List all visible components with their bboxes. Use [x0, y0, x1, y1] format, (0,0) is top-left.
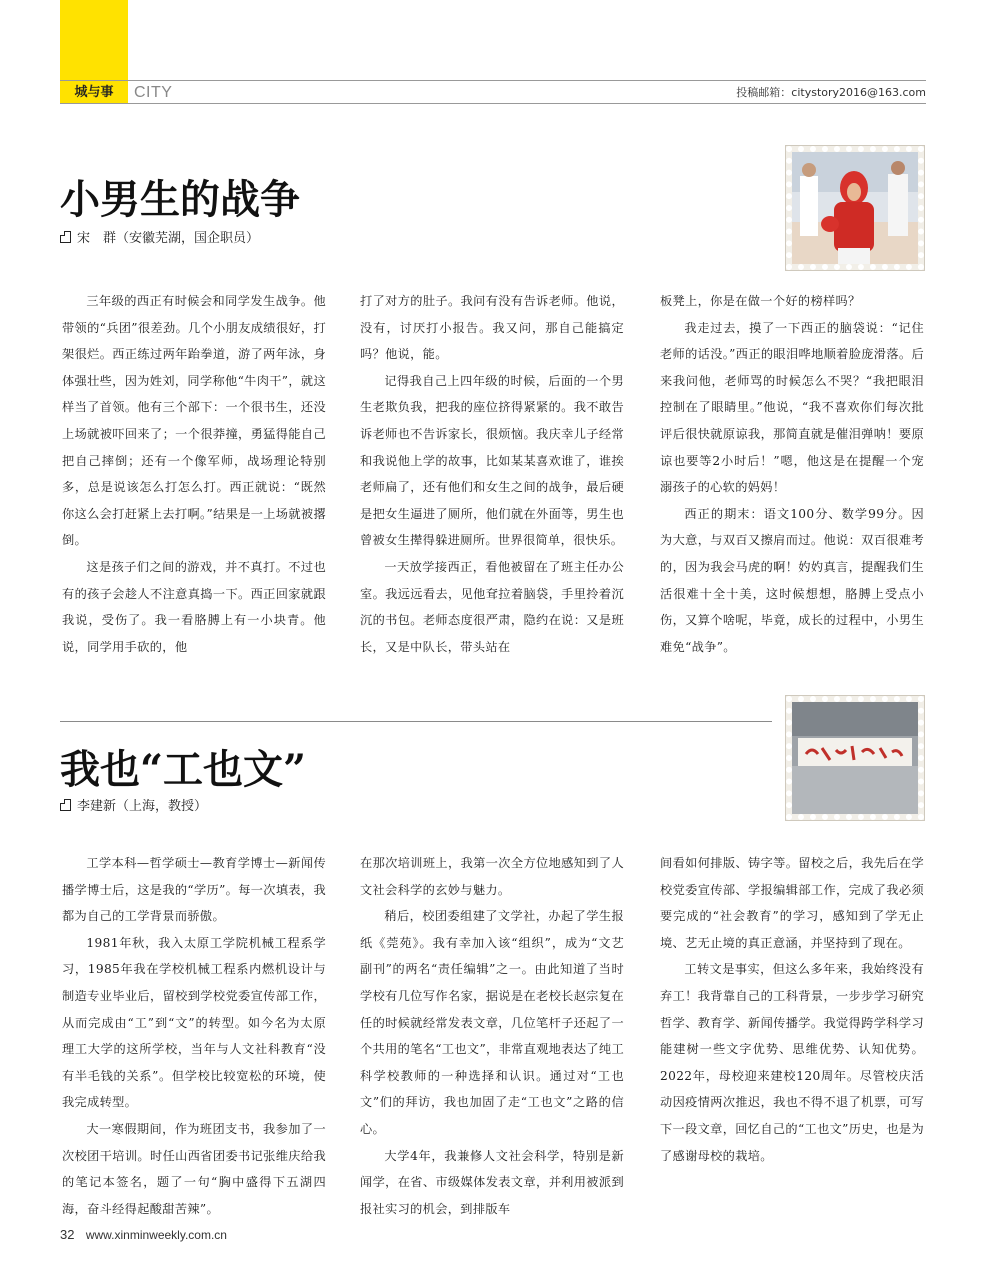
article1-col2-paragraph: 记得我自己上四年级的时候，后面的一个男生老欺负我，把我的座位挤得紧紧的。我不敢告诉老师也不告诉家长，很烦恼。我庆幸儿子经常和我说他上学的故事，比如某某喜欢谁了，谁挨老师扁了，还有他们和女生之间的战争，最后硬是把女生逼进了厕所，他们就在外面等，男生也曾被女生撵得躲进厕所。世界很简单，很快乐。	[360, 373, 624, 548]
article1-col3-paragraph: 板凳上，你是在做一个好的榜样吗？	[660, 294, 861, 308]
section-english-label: CITY	[134, 84, 173, 101]
yellow-corner-bar	[60, 0, 128, 82]
article2-column-1	[62, 850, 326, 1222]
author-page-icon	[60, 799, 71, 811]
article2-col2-paragraph: 在那次培训班上，我第一次全方位地感知到了人文社会科学的玄妙与魅力。	[360, 856, 624, 897]
article2-byline	[60, 795, 207, 814]
article1-column-3	[660, 288, 924, 660]
calligraphy-banner-photo	[792, 702, 918, 814]
header-rule-top	[60, 80, 926, 81]
article1-photo-stamp	[786, 146, 924, 270]
article1-col1-paragraph: 三年级的西正有时候会和同学发生战争。他带领的“兵团”很差劲。几个小朋友成绩很好，打架很烂。西正练过两年跆拳道，游了两年泳，身体强壮些，因为姓刘，同学称他“牛肉干”，就这样当了首领。他有三个部下：一个很书生，还没上场就被吓回来了；一个很莽撞，勇猛得能自己把自己摔倒；还有一个像军师，战场理论特别多，总是说该怎么打怎么打。西正就说：“既然你这么会打赶紧上去打啊。”结果是一上场就被撂倒。	[62, 294, 326, 548]
article1-byline	[60, 227, 259, 246]
article2-author: 李建新（上海，教授）	[77, 799, 208, 814]
header-rule-bottom	[60, 103, 926, 104]
article2-col3-paragraph: 间看如何排版、铸字等。留校之后，我先后在学校党委宣传部、学报编辑部工作，完成了我必须要完成的“社会教育”的学习，感知到了学无止境、艺无止境的真正意涵，并坚持到了现在。	[660, 856, 924, 950]
author-page-icon	[60, 231, 71, 243]
article1-column-1	[62, 288, 326, 660]
article1-col2-paragraph: 打了对方的肚子。我问有没有告诉老师。他说，没有，讨厌打小报告。我又问，那自己能搞定吗？他说，能。	[360, 294, 624, 362]
website-url[interactable]: www.xinminweekly.com.cn	[85, 1228, 227, 1242]
article1-col2-paragraph: 一天放学接西正，看他被留在了班主任办公室。我远远看去，见他耷拉着脑袋，手里拎着沉沉的书包。老师态度很严肃，隐约在说：又是班长，又是中队长，带头站在	[360, 559, 624, 654]
article2-photo-stamp	[786, 696, 924, 820]
article2-col1-paragraph: 1981年秋，我入太原工学院机械工程系学习，1985年我在学校机械工程系内燃机设计与制造专业毕业后，留校到学校党委宣传部工作，从而完成由“工”到“文”的转型。如今名为太原理工大学的这所学校，当年与人文社科教育“没有半毛钱的关系”。但学校比较宽松的环境，使我完成转型。	[62, 935, 326, 1110]
article-divider	[60, 721, 772, 722]
article2-col1-paragraph: 大一寒假期间，作为班团支书，我参加了一次校团干培训。时任山西省团委书记张维庆给我的笔记本签名，题了一句“胸中盛得下五湖四海，奋斗经得起酸甜苦辣”。	[62, 1121, 326, 1216]
page-footer	[60, 1226, 227, 1244]
page-number: 32	[60, 1227, 75, 1242]
article1-author: 宋 群（安徽芜湖，国企职员）	[77, 231, 260, 246]
article2-col1-paragraph: 工学本科—哲学硕士—教育学博士—新闻传播学博士后，这是我的“学历”。每一次填表，我都为自己的工学背景而骄傲。	[62, 856, 326, 924]
article2-column-3	[660, 850, 924, 1169]
article1-column-2	[360, 288, 624, 660]
article1-col3-paragraph: 我走过去，摸了一下西正的脑袋说：“记住老师的话没。”西正的眼泪哗地顺着脸庞滑落。后来我问他，老师骂的时候怎么不哭？“我把眼泪控制在了眼睛里。”他说，“我不喜欢你们每次批评后很快就原谅我，那简直就是催泪弹呐！要原谅也要等2小时后！”嗯，他这是在提醒一个宠溺孩子的心软的妈妈！	[660, 320, 924, 495]
section-tag: 城与事	[60, 82, 128, 103]
boy-taekwondo-photo	[792, 152, 918, 264]
submission-email: 投稿邮箱：citystory2016@163.com	[736, 86, 926, 99]
article2-column-2	[360, 850, 624, 1222]
article2-title: 我也“工也文”	[60, 746, 307, 793]
article1-title: 小男生的战争	[60, 176, 300, 223]
article1-col3-paragraph: 西正的期末：语文100分、数学99分。因为大意，与双百又擦肩而过。他说：双百很难考的，因为我会马虎的啊！妁妁真言，提醒我们生活很难十全十美，这时候想想，胳膊上受点小伤，又算个啥呢，毕竟，成长的过程中，小男生难免“战争”。	[660, 506, 924, 654]
article2-col2-paragraph: 大学4年，我兼修人文社会科学，特别是新闻学，在省、市级媒体发表文章，并利用被派到报社实习的机会，到排版车	[360, 1148, 624, 1216]
article1-col1-paragraph: 这是孩子们之间的游戏，并不真打。不过也有的孩子会趁人不注意真捣一下。西正回家就跟我说，受伤了。我一看胳膊上有一小块青。他说，同学用手砍的，他	[62, 559, 326, 654]
article2-col3-paragraph: 工转文是事实，但这么多年来，我始终没有弃工！我背靠自己的工科背景，一步步学习研究哲学、教育学、新闻传播学。我觉得跨学科学习能建树一些文字优势、思维优势、认知优势。2022年，母校迎来建校120周年。尽管校庆活动因疫情两次推迟，我也不得不退了机票，可写下一段文章，回忆自己的“工也文”历史，也是为了感谢母校的栽培。	[660, 962, 924, 1163]
article2-col2-paragraph: 稍后，校团委组建了文学社，办起了学生报纸《莞苑》。我有幸加入该“组织”，成为“文艺副刊”的两名“责任编辑”之一。由此知道了当时学校有几位写作名家，据说是在老校长赵宗复在任的时候就经常发表文章，几位笔杆子还起了一个共用的笔名“工也文”，非常直观地表达了纯工科学校教师的一种选择和认识。通过对“工也文”们的拜访，我也加固了走“工也文”之路的信心。	[360, 909, 624, 1136]
